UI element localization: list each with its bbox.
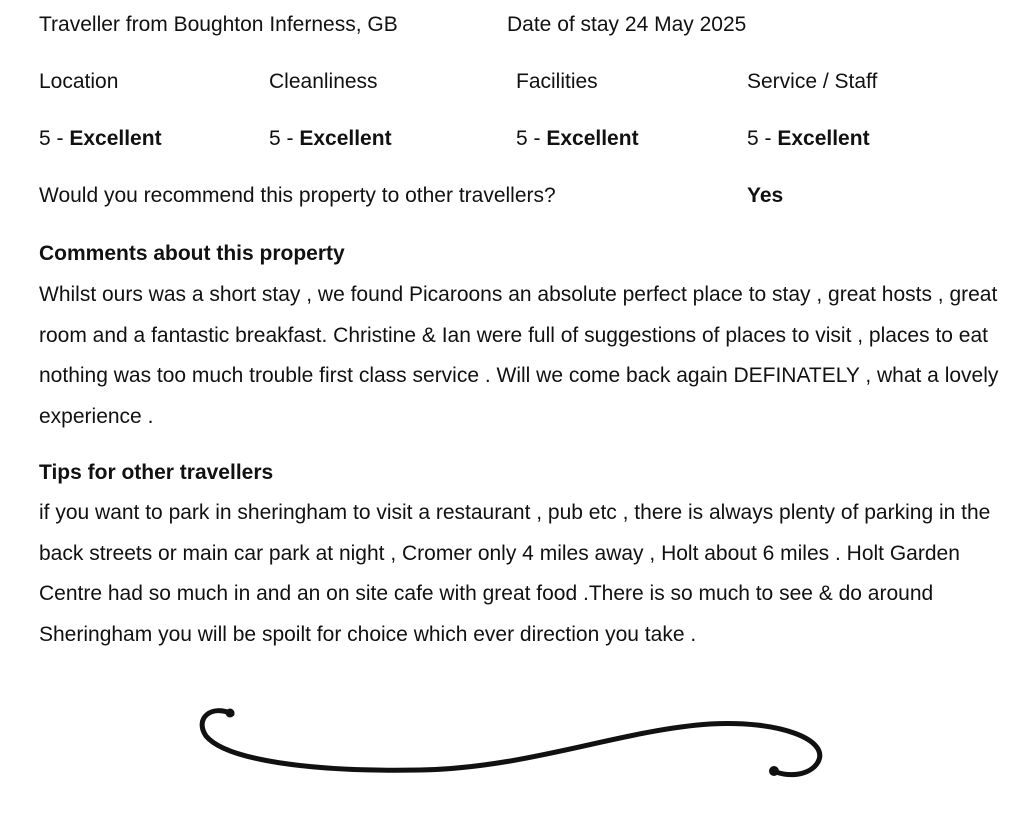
recommend-question: Would you recommend this property to other travellers? <box>39 184 556 207</box>
rating-value-location <box>39 128 162 149</box>
rating-value-facilities <box>516 128 639 149</box>
comments-heading: Comments about this property <box>39 242 345 265</box>
rating-score: 5 - <box>747 127 778 150</box>
rating-word: Excellent <box>777 127 870 150</box>
rating-label-cleanliness: Cleanliness <box>269 70 378 93</box>
rating-score: 5 - <box>516 127 547 150</box>
decorative-swirl-divider-icon <box>190 700 830 790</box>
rating-word: Excellent <box>69 127 162 150</box>
traveller-origin: Traveller from Boughton Inferness, GB <box>39 13 398 36</box>
rating-word: Excellent <box>546 127 639 150</box>
rating-value-cleanliness <box>269 128 392 149</box>
rating-score: 5 - <box>269 127 300 150</box>
tips-heading: Tips for other travellers <box>39 461 274 484</box>
rating-label-facilities: Facilities <box>516 70 598 93</box>
comments-text: Whilst ours was a short stay , we found Picaroons an absolute perfect place to stay , great hosts , great room and a fantastic breakfast. Christine & Ian were full of suggestions of places to visit , places to eat nothing was too much trouble first class service . Will we come back again DEFINATELY , what a lovely experience . <box>39 283 999 428</box>
recommend-answer: Yes <box>747 184 784 207</box>
rating-label-service-staff: Service / Staff <box>747 70 878 93</box>
rating-score: 5 - <box>39 127 70 150</box>
rating-value-service-staff <box>747 128 870 149</box>
rating-label-location: Location <box>39 70 119 93</box>
tips-text: if you want to park in sheringham to visit a restaurant , pub etc , there is always plenty of parking in the back streets or main car park at night , Cromer only 4 miles away , Holt about 6 miles . Holt Garden Centre had so much in and an on site cafe with great food .There is so much to see & do around Sheringham you will be spoilt for choice which ever direction you take . <box>39 501 991 646</box>
date-of-stay: Date of stay 24 May 2025 <box>507 13 747 36</box>
rating-word: Excellent <box>299 127 392 150</box>
